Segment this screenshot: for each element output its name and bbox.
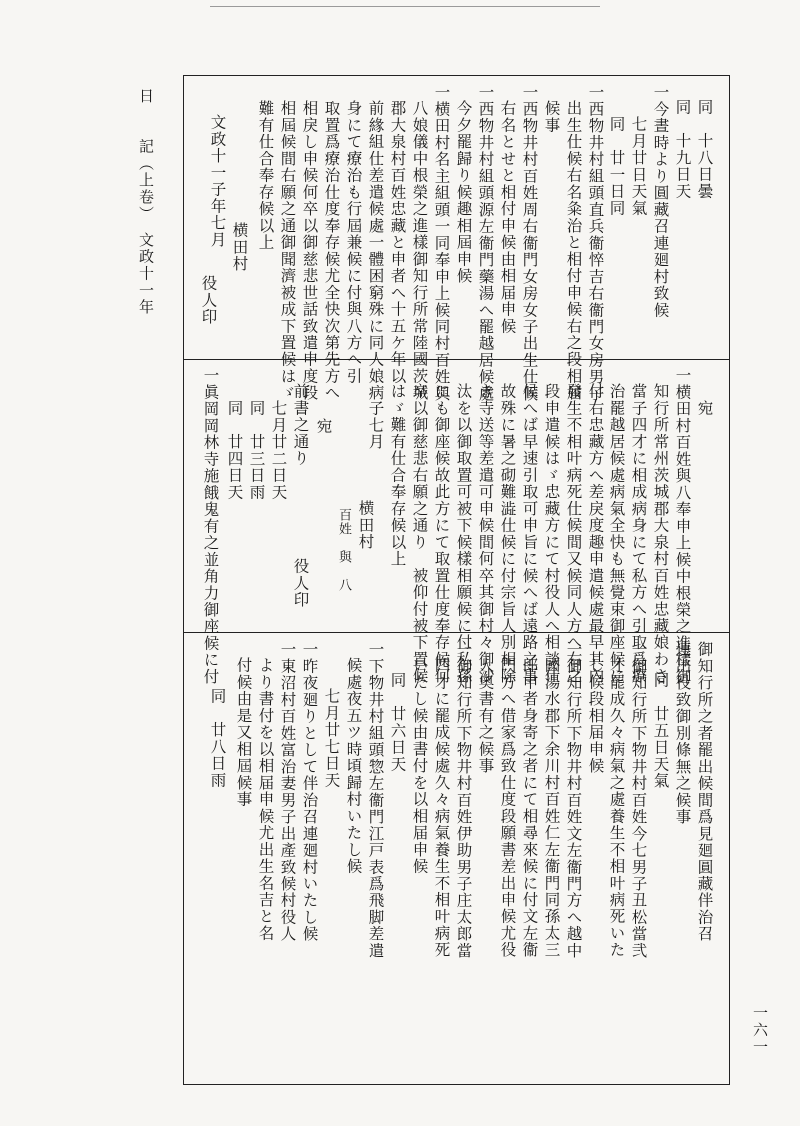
date-line: 同 廿五日天氣 <box>651 672 670 790</box>
text-column: 同 廿一日同 <box>607 116 626 217</box>
date-line: 同 廿八日雨 <box>208 688 227 789</box>
text-column: 才罷成久々病氣之處養生不相叶病死いた <box>607 657 626 959</box>
text-column: 一御知行所下物井村百姓伊助男子庄太郎當 <box>454 641 473 960</box>
signatory-village: 横田村 <box>356 500 375 551</box>
signatory-seal: 役人印 <box>291 558 310 609</box>
text-column: 卒以御慈悲右願之通り 被仰付被下置候 <box>410 383 429 685</box>
text-column: いたし候由書付を以相届申候 <box>410 657 429 875</box>
text-column: 發生不相叶病死仕候間又候同人方へ右之 <box>564 383 583 685</box>
text-column: き寺送等差遣可申候間何卒其御村々御沙 <box>476 383 495 685</box>
text-column: 門方へ借家爲致仕度段願書差出申候尤役 <box>498 657 517 959</box>
signatory-name: 百姓 與 八 <box>336 508 351 593</box>
text-column: 取置爲療治仕度奉存候尤全快次第先方へ <box>322 100 341 402</box>
text-column: 一御知行所下物井村百姓今七男子丑松當弐 <box>629 641 648 960</box>
text-column: にも御座候故此方にて取置仕度奉存候何 <box>432 383 451 685</box>
text-column: はゞ難有仕合奉存候以上 <box>388 383 407 568</box>
text-column: 難有仕合奉存候以上 <box>256 100 275 251</box>
text-column: 同 十八日曇 <box>695 99 714 200</box>
text-column: 治罷越居候處病氣全快も無覺束御座候に <box>607 383 626 685</box>
text-column: 人奧書有之候事 <box>476 657 495 775</box>
text-column: し候段相届申候 <box>586 657 605 775</box>
signatory-village: 横田村 <box>230 222 249 273</box>
text-column: 前書之通り <box>291 383 310 467</box>
text-column: 一西物井村組頭直兵衞悴吉右衞門女房男子 <box>586 84 605 403</box>
text-column: 同 十九日天 <box>673 99 692 200</box>
text-column: 一御知行所下物井村百姓文左衞門方へ越中 <box>564 641 583 960</box>
top-rule <box>210 6 600 7</box>
text-column: 前緣組仕差遣候處一體困窮殊に同人娘病 <box>366 100 385 402</box>
text-column: 汰を以御取置可被下候樣相願候に付私孫 <box>454 383 473 685</box>
text-column: 右名とせと相付申候由相届申候 <box>498 100 517 335</box>
text-column: 御知行所之者罷出候間爲見廻圓藏伴治召 <box>695 641 714 943</box>
text-column: 相屆候間右願之通御聞濟被成下置候はゞ <box>278 100 297 402</box>
text-column: 身にて療治も行屆兼候に付與八方へ引 <box>344 100 363 385</box>
running-header: 日 記（上卷） 文政十一年 <box>137 88 155 316</box>
text-column: 郎申者身寄之者にて相尋來候に付文左衞 <box>520 657 539 959</box>
date-line: 同 廿三日雨 <box>247 400 266 501</box>
signatory-seal: 役人印 <box>199 275 218 326</box>
text-column: 付右忠藏方へ差戾度趣申遣候處最早其內 <box>586 383 605 685</box>
text-column: 一西物井村組頭源左衞門藥湯へ罷越居候處 <box>476 84 495 403</box>
text-column: 今夕罷歸り候趣相屆申候 <box>454 100 473 285</box>
text-column: 一横田村名主組頭一同奉申上候同村百姓與 <box>432 84 451 403</box>
date-line: 文政十一子年七月 <box>208 114 227 248</box>
text-column: 國湯水郡下余川村百姓仁左衞門同孫太三 <box>542 657 561 959</box>
text-column: 一東沼村百姓富治妻男子出產致候村役人 <box>278 641 297 943</box>
text-column: 一今晝時より圓藏召連廻村致候 <box>651 84 670 319</box>
text-column: 當子四才に相成病身にて私方へ引取爲療 <box>629 383 648 685</box>
text-column: 八娘儀中根榮之進樣御知行所常陸國茨城 <box>410 100 429 402</box>
addressee-mark: 宛 <box>314 418 333 435</box>
text-column: 故殊に暑之砌難澁仕候に付宗旨人別相除 <box>498 383 517 685</box>
addressee-mark: 宛 <box>695 400 714 417</box>
text-column: 一昨夜廻りとして伴治召連廻村いたし候 <box>300 641 319 943</box>
text-column: 一横田村百姓與八奉申上候中根榮之進樣御 <box>673 367 692 686</box>
date-line: 子七月 <box>366 400 385 451</box>
text-column: 一下物井村組頭惣左衞門江戸表爲飛脚差遣 <box>366 641 385 960</box>
text-column: 四才に罷成候處久々病氣養生不相叶病死 <box>432 657 451 959</box>
text-column: 知行所常州茨城郡大泉村百姓忠藏娘わさ <box>651 383 670 685</box>
text-column: 候事 <box>542 100 561 134</box>
text-column: 相戾し申候何卒以御慈悲世話致遣申度段 <box>300 100 319 402</box>
text-column: 一眞岡岡林寺施餓鬼有之並角力御座候に付 <box>201 367 220 686</box>
panel-divider-1 <box>183 359 730 360</box>
text-column: 候へば早速引取可申旨に候へば遠路之事 <box>520 383 539 685</box>
text-column: 段申遣候はゞ忠藏方にて村役人へ相談仕 <box>542 383 561 685</box>
text-column: 候處夜五ツ時頃歸村いたし候 <box>344 657 363 875</box>
text-column: 郡大泉村百姓忠藏と申者へ十五ケ年以 <box>388 100 407 385</box>
text-column: より書付を以相届申候尤出生名吉と名 <box>256 657 275 942</box>
text-column: 一西物井村百姓周右衞門女房女子出生仕候 <box>520 84 539 403</box>
date-line: 同 廿四日天 <box>225 400 244 501</box>
text-column: 出生仕候右名粂治と相付申候右之段相届 <box>564 100 583 402</box>
text-column: 付候由是又相屆候事 <box>234 657 253 808</box>
text-column: 七月廿日天氣 <box>629 116 648 217</box>
date-line: 七月廿二日天 <box>269 400 288 501</box>
date-line: 七月廿七日天 <box>322 688 341 789</box>
page-number: 一六一 <box>751 1005 769 1056</box>
text-column: 連出役致御別條無之候事 <box>673 641 692 826</box>
date-line: 同 廿六日天 <box>388 672 407 773</box>
